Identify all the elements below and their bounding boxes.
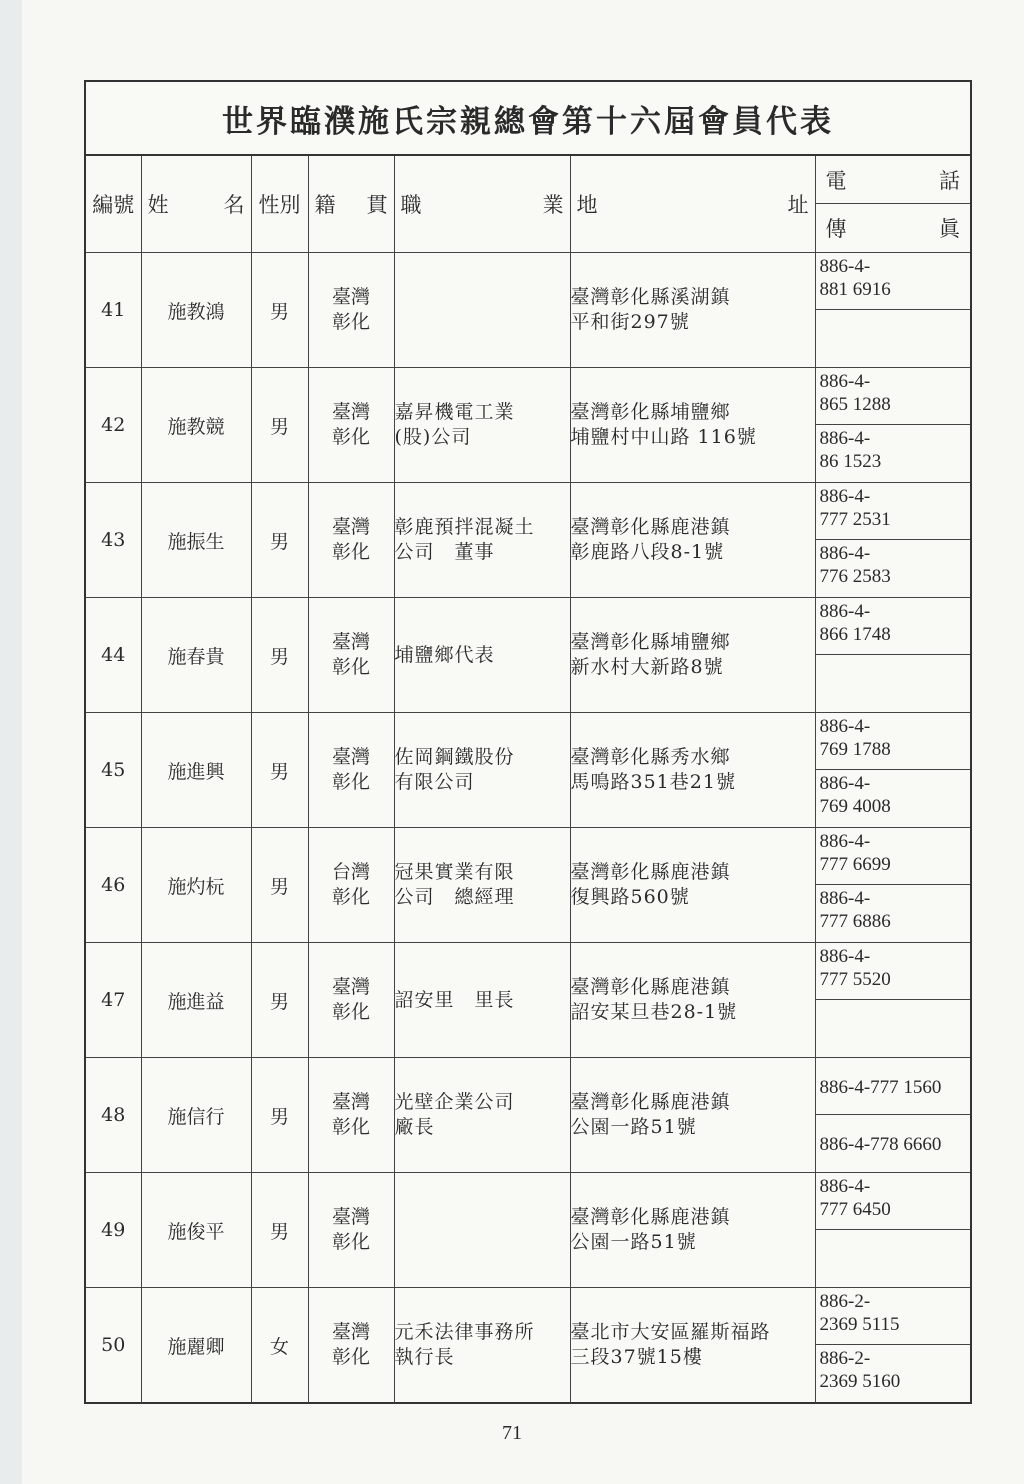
phone-line: 777 5520 [819,969,891,990]
member-gender: 男 [251,943,308,1058]
fax-line: 886-4- [819,543,871,564]
page-number: 71 [502,1422,522,1444]
member-name: 施振生 [141,483,251,598]
addr-line: 臺灣彰化縣埔鹽鄉 [570,401,731,423]
fax-line: 886-4-778 6660 [819,1134,942,1155]
phone-line: 886-2- [819,1291,871,1313]
member-contact [815,713,970,828]
addr-line: 臺灣彰化縣鹿港鎮 [570,976,731,998]
member-name: 施教競 [141,368,251,483]
member-occupation [394,253,570,368]
job-line: 公司 董事 [394,541,495,563]
member-gender: 男 [251,368,308,483]
member-contact [815,1288,970,1403]
origin-line: 彰化 [331,1001,370,1023]
member-table [86,156,970,1403]
phone-line: 777 2531 [819,509,891,530]
job-line: 冠果實業有限 [394,861,515,883]
origin-line: 彰化 [331,1346,370,1369]
job-line: (股)公司 [394,426,472,448]
origin-line: 彰化 [331,771,370,793]
member-address [570,828,815,943]
job-line: 嘉昇機電工業 [394,401,515,423]
member-number: 44 [86,598,141,713]
member-origin [308,598,394,713]
fax-line: 886-2- [819,1348,871,1370]
member-gender: 男 [251,1058,308,1173]
phone-line: 777 6699 [819,854,891,875]
phone-line: 886-4- [819,486,871,507]
member-contact [815,828,970,943]
member-occupation [394,943,570,1058]
origin-line: 臺灣 [331,401,370,423]
member-address [570,1173,815,1288]
member-origin [308,368,394,483]
member-origin [308,1288,394,1403]
job-line: 彰鹿預拌混凝土 [394,516,535,538]
fax-number [816,1230,971,1287]
fax-line: 886-4- [819,888,871,909]
member-gender: 男 [251,828,308,943]
addr-line: 公園一路51號 [570,1116,697,1138]
origin-line: 彰化 [331,541,370,563]
table-row [86,483,970,598]
member-origin [308,253,394,368]
member-address [570,598,815,713]
header-name: 姓 名 [141,156,251,253]
addr-line: 臺灣彰化縣溪湖鎮 [570,286,731,308]
member-contact [815,598,970,713]
job-line: 佐岡鋼鐵股份 [394,746,515,768]
table-row [86,713,970,828]
table-row [86,828,970,943]
addr-line: 臺北市大安區羅斯福路 [570,1321,771,1344]
origin-line: 臺灣 [331,746,370,768]
member-occupation [394,368,570,483]
phone-line: 886-4- [819,1176,871,1197]
phone-line: 886-4- [819,716,871,737]
addr-line: 埔鹽村中山路 116號 [570,426,757,448]
member-address [570,1058,815,1173]
addr-line: 臺灣彰化縣埔鹽鄉 [570,631,731,653]
phone-line: 886-4- [819,946,871,967]
fax-line: 2369 5160 [819,1371,901,1393]
phone-number [816,368,971,425]
phone-line: 886-4- [819,831,871,852]
member-address [570,1288,815,1403]
member-occupation [394,1173,570,1288]
fax-number [816,1000,971,1057]
member-number: 45 [86,713,141,828]
fax-line: 769 4008 [819,796,891,817]
member-occupation [394,1288,570,1403]
member-name: 施灼杬 [141,828,251,943]
origin-line: 彰化 [331,426,370,448]
phone-number [816,598,971,655]
job-line: 公司 總經理 [394,886,515,908]
member-address [570,943,815,1058]
origin-line: 臺灣 [331,516,370,538]
addr-line: 臺灣彰化縣秀水鄉 [570,746,731,768]
phone-number [816,1288,971,1345]
origin-line: 臺灣 [331,1321,370,1344]
member-gender: 男 [251,1173,308,1288]
header-origin: 籍 貫 [308,156,394,253]
member-name: 施進興 [141,713,251,828]
phone-number [816,943,971,1000]
phone-line: 777 6450 [819,1199,891,1220]
origin-line: 彰化 [331,1116,370,1138]
member-number: 42 [86,368,141,483]
table-row [86,1288,970,1403]
origin-line: 臺灣 [331,976,370,998]
addr-line: 臺灣彰化縣鹿港鎮 [570,1206,731,1228]
member-contact [815,1058,970,1173]
member-name: 施麗卿 [141,1288,251,1403]
table-row [86,1173,970,1288]
job-line: 埔鹽鄉代表 [394,643,495,666]
fax-number [816,540,971,597]
member-name: 施教鴻 [141,253,251,368]
job-line: 光壁企業公司 [394,1091,515,1113]
addr-line: 公園一路51號 [570,1231,697,1253]
job-line: 元禾法律事務所 [394,1321,535,1344]
origin-line: 彰化 [331,886,370,908]
member-contact [815,483,970,598]
phone-line: 769 1788 [819,739,891,760]
member-number: 46 [86,828,141,943]
fax-number [816,655,971,712]
addr-line: 三段37號15樓 [570,1346,703,1369]
member-name: 施信行 [141,1058,251,1173]
origin-line: 臺灣 [331,286,370,308]
member-occupation [394,1058,570,1173]
page-title: 世界臨濮施氏宗親總會第十六屆會員代表 [86,82,970,156]
fax-line: 886-4- [819,773,871,794]
member-name: 施俊平 [141,1173,251,1288]
job-line: 詔安里 里長 [394,988,515,1011]
addr-line: 新水村大新路8號 [570,656,724,678]
job-line: 執行長 [394,1346,455,1369]
phone-line: 866 1748 [819,624,891,645]
addr-line: 復興路560號 [570,886,690,908]
phone-number [816,713,971,770]
fax-number [816,1115,971,1172]
header-address: 地 址 [570,156,815,253]
origin-line: 臺灣 [331,631,370,653]
fax-line: 777 6886 [819,911,891,932]
phone-number [816,1173,971,1230]
fax-number [816,885,971,942]
member-address [570,368,815,483]
phone-line: 886-4-777 1560 [819,1076,942,1098]
member-number: 41 [86,253,141,368]
member-contact [815,943,970,1058]
table-row [86,598,970,713]
member-origin [308,483,394,598]
table-header-row [86,156,970,253]
member-number: 43 [86,483,141,598]
document-page [22,0,1024,1484]
member-number: 49 [86,1173,141,1288]
member-occupation [394,598,570,713]
phone-line: 2369 5115 [819,1314,900,1336]
fax-number [816,310,971,367]
header-phone: 電 話 [816,156,971,204]
member-origin [308,1173,394,1288]
table-row [86,368,970,483]
member-address [570,713,815,828]
member-number: 47 [86,943,141,1058]
table-row [86,943,970,1058]
table-row [86,253,970,368]
origin-line: 台灣 [331,861,370,883]
member-gender: 男 [251,713,308,828]
member-number: 50 [86,1288,141,1403]
phone-line: 886-4- [819,371,871,392]
phone-line: 886-4- [819,601,871,622]
table-row [86,1058,970,1173]
phone-line: 881 6916 [819,279,891,300]
origin-line: 彰化 [331,311,370,333]
member-contact [815,368,970,483]
phone-number [816,483,971,540]
roster-frame [84,80,972,1404]
header-fax: 傳 眞 [825,217,960,241]
member-number: 48 [86,1058,141,1173]
member-gender: 女 [251,1288,308,1403]
origin-line: 臺灣 [331,1091,370,1113]
member-contact [815,253,970,368]
member-gender: 男 [251,253,308,368]
member-origin [308,713,394,828]
member-occupation [394,713,570,828]
member-occupation [394,828,570,943]
origin-line: 彰化 [331,1231,370,1253]
origin-line: 彰化 [331,656,370,678]
header-occupation: 職 業 [394,156,570,253]
addr-line: 臺灣彰化縣鹿港鎮 [570,516,731,538]
job-line: 廠長 [394,1116,435,1138]
fax-number [816,770,971,827]
phone-line: 865 1288 [819,394,891,415]
member-origin [308,1058,394,1173]
member-contact [815,1173,970,1288]
fax-number [816,1345,971,1402]
phone-number [816,253,971,310]
origin-line: 臺灣 [331,1206,370,1228]
addr-line: 臺灣彰化縣鹿港鎮 [570,1091,731,1113]
phone-line: 886-4- [819,256,871,277]
member-name: 施進益 [141,943,251,1058]
addr-line: 馬鳴路351巷21號 [570,771,736,793]
member-address [570,253,815,368]
member-address [570,483,815,598]
member-gender: 男 [251,598,308,713]
fax-number [816,425,971,482]
fax-line: 776 2583 [819,566,891,587]
phone-number [816,828,971,885]
header-no: 編號 [86,156,141,253]
addr-line: 平和街297號 [570,311,690,333]
fax-line: 86 1523 [819,451,882,472]
header-gender: 性別 [251,156,308,253]
member-origin [308,943,394,1058]
fax-line: 886-4- [819,428,871,449]
member-gender: 男 [251,483,308,598]
addr-line: 詔安某旦巷28-1號 [570,1001,738,1023]
member-origin [308,828,394,943]
addr-line: 彰鹿路八段8-1號 [570,541,725,563]
member-name: 施春貴 [141,598,251,713]
member-occupation [394,483,570,598]
header-contact [815,156,970,253]
job-line: 有限公司 [394,771,475,793]
phone-number [816,1058,971,1115]
addr-line: 臺灣彰化縣鹿港鎮 [570,861,731,883]
